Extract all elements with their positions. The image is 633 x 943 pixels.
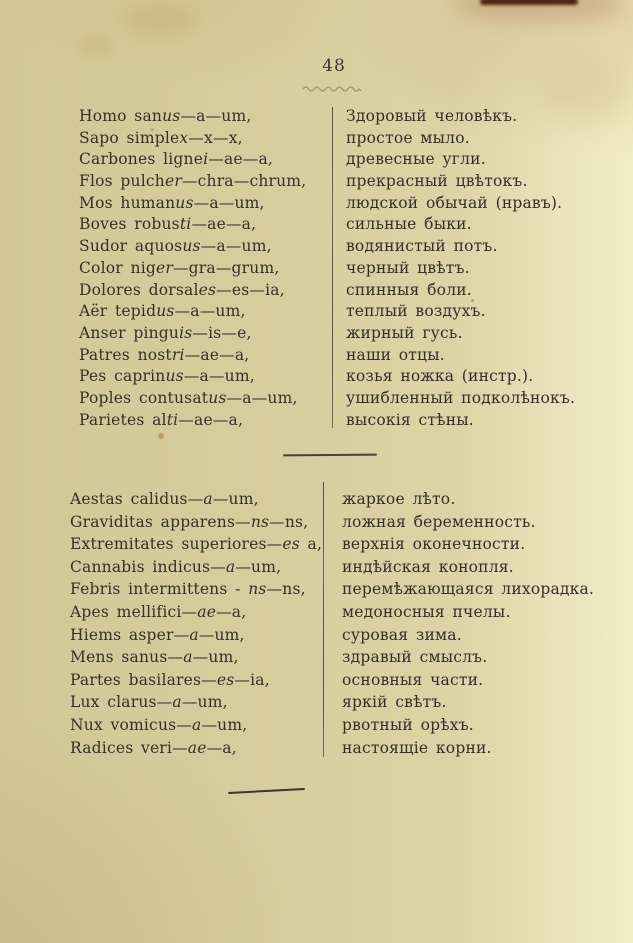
latin-entry: Mos humanus—a—um,	[79, 193, 265, 212]
column-divider	[332, 107, 333, 428]
column-divider	[323, 482, 324, 757]
latin-column	[79, 106, 306, 431]
russian-entry: суровая зима.	[342, 625, 462, 644]
latin-entry: Boves robusti—ae—a,	[79, 215, 257, 234]
russian-entry: людской обычай (нравъ).	[346, 193, 563, 212]
russian-entry: древесные угли.	[346, 150, 486, 169]
section-separator	[283, 454, 377, 457]
russian-column	[346, 106, 575, 431]
latin-entry: Poples contusatus—a—um,	[79, 388, 298, 407]
latin-entry: Lux clarus—a—um,	[70, 693, 228, 712]
russian-entry: прекрасный цвѣтокъ.	[346, 172, 528, 191]
squiggle-underline-icon	[302, 84, 366, 94]
latin-entry: Extremitates superiores—es a,	[70, 535, 323, 554]
russian-entry: козья ножка (инстр.).	[346, 367, 534, 386]
russian-entry: черный цвѣтъ.	[346, 258, 470, 277]
russian-entry: основныя части.	[342, 670, 484, 689]
paper-stain	[158, 433, 164, 439]
paper-stain	[78, 36, 112, 56]
latin-entry: Aestas calidus—a—um,	[70, 490, 259, 508]
russian-entry: жирный гусь.	[346, 323, 463, 342]
russian-entry: индѣйская конопля.	[342, 557, 514, 576]
russian-entry: ушибленный подколѣнокъ.	[346, 388, 576, 407]
latin-entry: Cannabis indicus—a—um,	[70, 557, 282, 576]
russian-entry: здравый смыслъ.	[342, 648, 488, 667]
russian-entry: яркій свѣтъ.	[342, 693, 447, 712]
latin-entry: Mens sanus—a—um,	[70, 648, 239, 667]
russian-entry: настоящіе корни.	[342, 738, 492, 757]
latin-entry: Carbones lignei—ae—a,	[79, 150, 274, 169]
latin-entry: Nux vomicus—a—um,	[70, 715, 248, 734]
latin-entry: Graviditas apparens—ns—ns,	[70, 512, 309, 531]
russian-entry: Здоровый человѣкъ.	[346, 107, 518, 125]
latin-entry: Febris intermittens - ns—ns,	[70, 580, 306, 599]
russian-entry: высокія стѣны.	[346, 410, 474, 429]
russian-entry: рвотный орѣхъ.	[342, 715, 474, 734]
latin-entry: Sapo simplex—x—x,	[79, 128, 243, 147]
russian-entry: спинныя боли.	[346, 280, 472, 299]
latin-entry: Homo sanus—a—um,	[79, 107, 252, 125]
latin-column	[70, 488, 322, 759]
paper-stain	[125, 2, 195, 36]
latin-entry: Pes caprinus—a—um,	[79, 367, 255, 386]
russian-column	[342, 488, 594, 759]
russian-entry: наши отцы.	[346, 345, 445, 364]
paper-stain	[455, 0, 625, 22]
latin-entry: Partes basilares—es—ia,	[70, 670, 270, 689]
russian-entry: перемѣжающаяся лихорадка.	[342, 580, 595, 599]
paper-stain	[480, 0, 578, 5]
page-number: 48	[322, 56, 346, 76]
latin-entry: Apes mellifici—ae—a,	[70, 602, 247, 621]
latin-entry: Patres nostri—ae—a,	[79, 345, 250, 364]
latin-entry: Radices veri—ae—a,	[70, 738, 237, 757]
latin-entry: Parietes alti—ae—a,	[79, 410, 244, 429]
russian-entry: теплый воздухъ.	[346, 302, 486, 321]
russian-entry: водянистый потъ.	[346, 237, 498, 256]
latin-entry: Dolores dorsales—es—ia,	[79, 280, 285, 299]
russian-entry: сильные быки.	[346, 215, 472, 234]
section-separator	[228, 788, 305, 794]
latin-entry: Color niger—gra—grum,	[79, 258, 280, 277]
russian-entry: простое мыло.	[346, 128, 470, 147]
latin-entry: Hiems asper—a—um,	[70, 625, 245, 644]
russian-entry: ложная беременность.	[342, 512, 536, 531]
russian-entry: медоносныя пчелы.	[342, 602, 511, 621]
russian-entry: верхнія оконечности.	[342, 535, 526, 554]
latin-entry: Aër tepidus—a—um,	[79, 302, 246, 321]
russian-entry: жаркое лѣто.	[342, 490, 456, 508]
latin-entry: Flos pulcher—chra—chrum,	[79, 172, 307, 191]
latin-entry: Anser pinguis—is—e,	[79, 323, 252, 342]
latin-entry: Sudor aquosus—a—um,	[79, 237, 272, 256]
